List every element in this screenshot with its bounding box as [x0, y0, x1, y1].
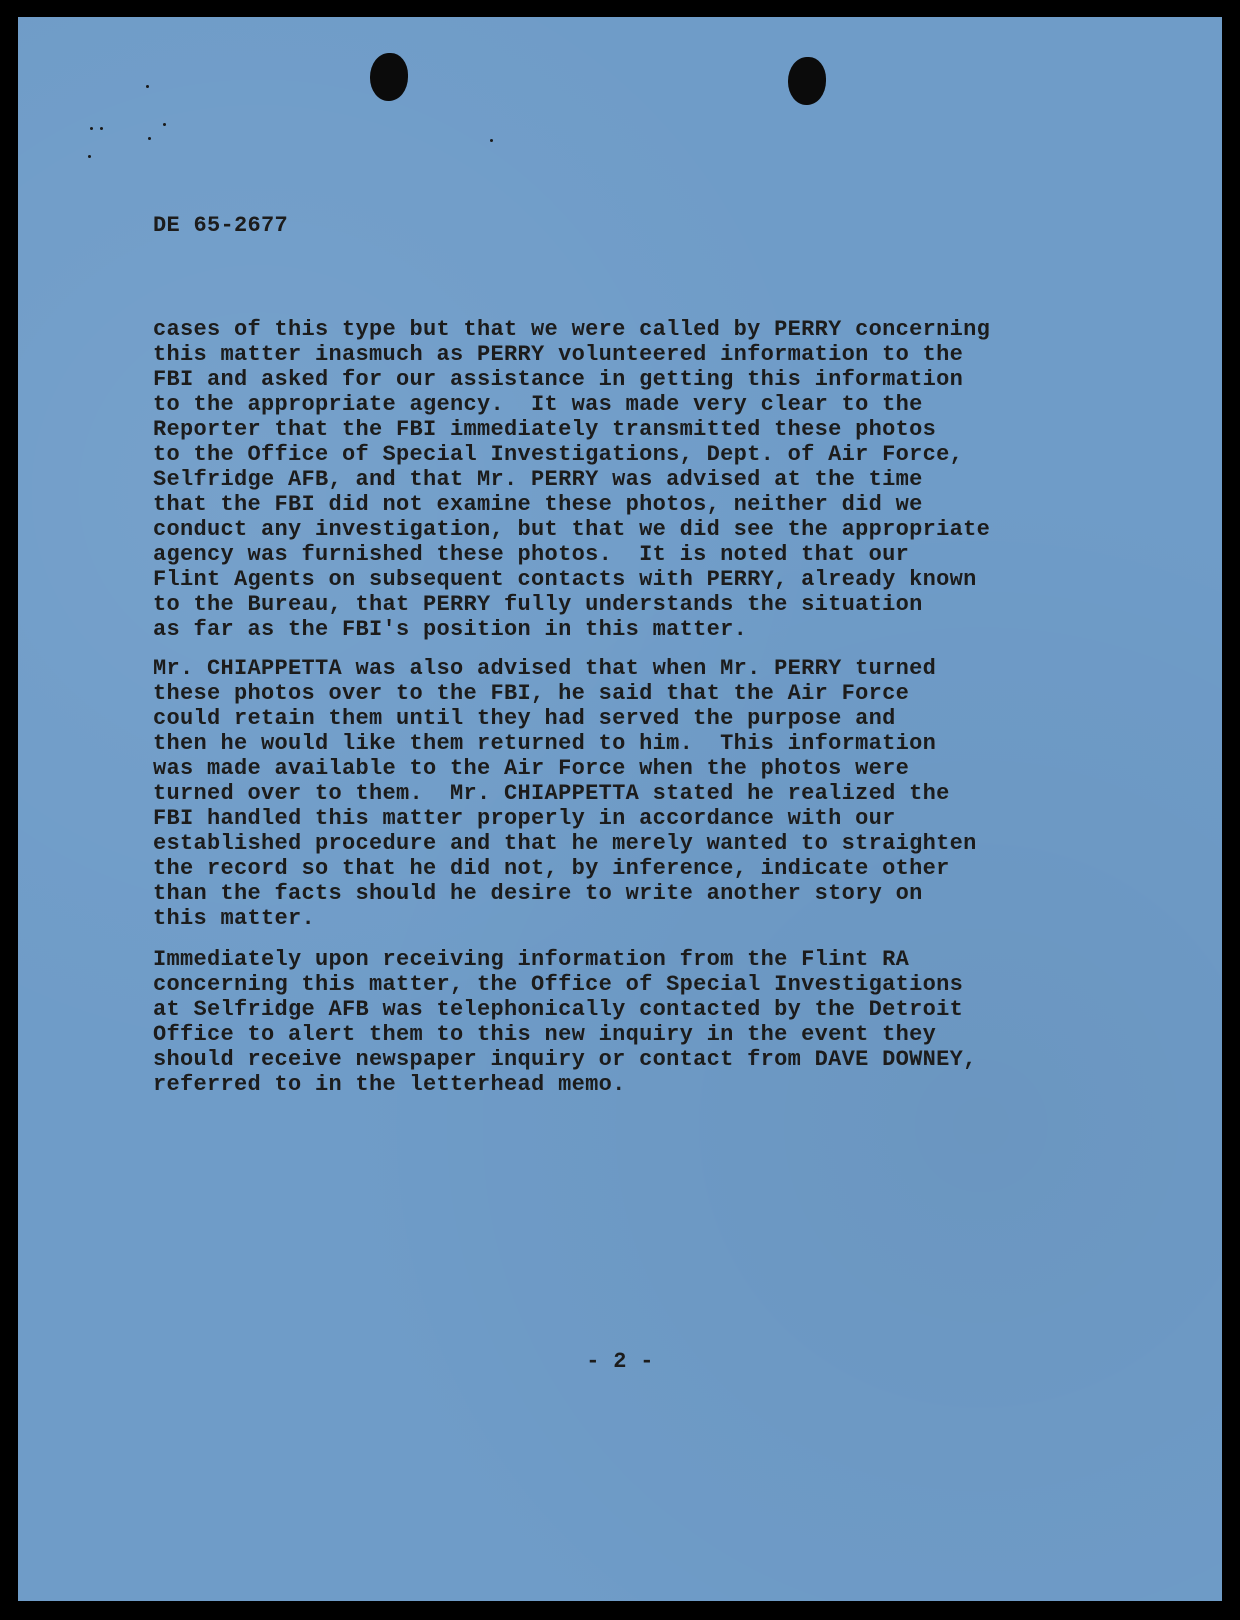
ink-speck: [146, 85, 149, 88]
body-paragraph: cases of this type but that we were called by PERRY concerning this matter inasmuch as PERRY volunteered information to the FBI and asked for our assistance in getting this information to the appropriate agency. It was made very clear to the Reporter that the FBI immediately transmitted these photos to the Office of Special Investigations, Dept. of Air Force, Selfridge AFB, and that Mr. PERRY was advised at the time that the FBI did not examine these photos, neither did we conduct any investigation, but that we did see the appropriate agency was furnished these photos. It is noted that our Flint Agents on subsequent contacts with PERRY, already known to the Bureau, that PERRY fully understands the situation as far as the FBI's position in this matter.: [153, 317, 991, 642]
punch-hole-right: [788, 57, 826, 105]
file-number: DE 65-2677: [153, 213, 289, 238]
body-paragraph: Mr. CHIAPPETTA was also advised that when Mr. PERRY turned these photos over to the FBI, he said that the Air Force could retain them until they had served the purpose and then he would like them returned to him. This information was made available to the Air Force when the photos were turned over to them. Mr. CHIAPPETTA stated he realized the FBI handled this matter properly in accordance with our established procedure and that he merely wanted to straighten the record so that he did not, by inference, indicate other than the facts should he desire to write another story on this matter.: [153, 656, 977, 931]
ink-speck: [148, 137, 151, 140]
ink-speck: [490, 139, 493, 142]
ink-speck: [163, 123, 166, 126]
body-paragraph: Immediately upon receiving information from the Flint RA concerning this matter, the Office of Special Investigations at Selfridge AFB was telephonically contacted by the Detroit Office to alert them to this new inquiry in the event they should receive newspaper inquiry or contact from DAVE DOWNEY, referred to in the letterhead memo.: [153, 947, 977, 1097]
punch-hole-left: [370, 53, 408, 101]
ink-speck: [90, 127, 93, 130]
document-page: [18, 17, 1222, 1601]
ink-speck: [88, 155, 91, 158]
ink-speck: [100, 127, 103, 130]
page-number: - 2 -: [586, 1349, 654, 1374]
